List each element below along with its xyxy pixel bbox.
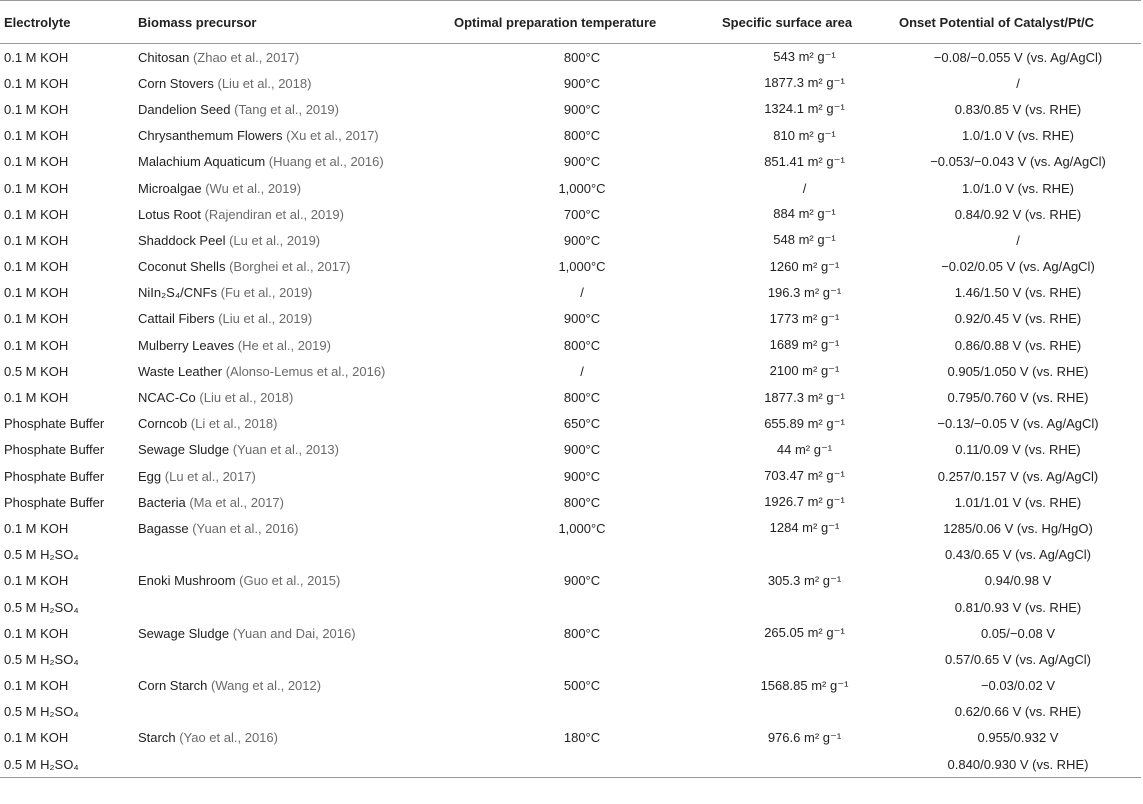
temperature-cell	[450, 751, 714, 778]
surface-area-unit: m² g⁻¹	[803, 572, 842, 588]
precursor-name: Egg	[138, 468, 162, 484]
surface-area-value: 305.3	[767, 572, 801, 588]
surface-area-unit: m² g⁻¹	[802, 258, 840, 274]
surface-area-unit: m² g⁻¹	[807, 153, 845, 169]
surface-area-unit: m² g⁻¹	[798, 127, 836, 143]
biomass-precursor-cell	[136, 411, 450, 437]
temperature-cell: 1,000°C	[558, 520, 606, 536]
biomass-precursor-cell	[136, 463, 450, 489]
surface-area-value: 851.41	[764, 153, 804, 169]
electrolyte-cell: 0.5 M H₂SO₄	[4, 547, 79, 563]
biomass-precursor-cell	[136, 96, 450, 122]
surface-area-value: 655.89	[764, 415, 804, 431]
table-row	[0, 751, 1141, 778]
biomass-precursor-cell	[136, 149, 450, 175]
onset-potential-cell: 0.11/0.09 V (vs. RHE)	[955, 442, 1081, 458]
surface-area-cell	[714, 542, 895, 568]
electrolyte-cell: 0.1 M KOH	[4, 337, 69, 353]
citation-link[interactable]: (Zhao et al., 2017)	[192, 49, 300, 65]
surface-area-unit: m² g⁻¹	[794, 441, 833, 457]
table-row	[0, 542, 1141, 568]
electrolyte-cell: 0.5 M H₂SO₄	[4, 651, 79, 667]
surface-area-value: 1324.1	[764, 101, 804, 117]
onset-potential-cell: −0.03/0.02 V	[980, 678, 1056, 694]
table-row	[0, 411, 1141, 437]
electrolyte-cell: 0.1 M KOH	[4, 311, 69, 327]
surface-area-cell	[714, 515, 895, 541]
header-electrolyte: Electrolyte	[0, 1, 136, 44]
table-row	[0, 489, 1141, 515]
temperature-cell: 180°C	[563, 730, 601, 746]
electrolyte-cell: Phosphate Buffer	[4, 494, 105, 510]
onset-potential-cell: −0.053/−0.043 V (vs. Ag/AgCl)	[930, 154, 1106, 170]
biomass-precursor-cell	[136, 280, 450, 306]
biomass-precursor-cell	[136, 44, 450, 71]
citation-link[interactable]: (Guo et al., 2015)	[239, 573, 341, 589]
biomass-precursor-cell	[136, 437, 450, 463]
temperature-cell: 800°C	[563, 625, 601, 641]
precursor-name: Bagasse	[138, 520, 189, 536]
temperature-cell: 1,000°C	[558, 180, 606, 196]
citation-link[interactable]: (Liu et al., 2018)	[217, 75, 312, 91]
surface-area-unit: m² g⁻¹	[807, 625, 845, 641]
biomass-precursor-cell	[136, 673, 450, 699]
precursor-name: NiIn₂S₄/CNFs	[138, 285, 217, 301]
table-row	[0, 96, 1141, 122]
biomass-precursor-cell	[136, 725, 450, 751]
surface-area-value: 2100	[769, 363, 799, 379]
onset-potential-cell: 0.795/0.760 V (vs. RHE)	[947, 390, 1089, 406]
onset-potential-cell: 0.05/−0.08 V	[980, 625, 1056, 641]
precursor-name: Corn Stovers	[138, 75, 214, 91]
onset-potential-cell: /	[1016, 75, 1020, 91]
surface-area-cell	[714, 254, 895, 280]
temperature-cell: 800°C	[563, 49, 601, 65]
table-row	[0, 332, 1141, 358]
surface-area-cell	[714, 751, 895, 778]
temperature-cell	[450, 699, 714, 725]
table-row	[0, 175, 1141, 201]
precursor-name: Starch	[138, 730, 176, 746]
surface-area-cell	[714, 201, 895, 227]
surface-area-value: 1877.3	[764, 389, 804, 405]
surface-area-unit: m² g⁻¹	[807, 415, 845, 431]
electrolyte-cell: 0.5 M H₂SO₄	[4, 704, 79, 720]
table-row	[0, 463, 1141, 489]
biomass-precursor-cell	[136, 384, 450, 410]
biomass-precursor-cell	[136, 699, 450, 725]
surface-area-unit: m² g⁻¹	[811, 677, 849, 693]
onset-potential-cell: −0.08/−0.055 V (vs. Ag/AgCl)	[933, 49, 1103, 65]
surface-area-value: 196.3	[767, 284, 801, 300]
surface-area-cell	[714, 227, 895, 253]
citation-link[interactable]: (Liu et al., 2018)	[199, 390, 294, 406]
temperature-cell: 900°C	[563, 573, 601, 589]
surface-area-cell	[714, 411, 895, 437]
surface-area-cell	[714, 489, 895, 515]
table-row	[0, 594, 1141, 620]
onset-potential-cell: 0.43/0.65 V (vs. Ag/AgCl)	[945, 547, 1091, 563]
biomass-precursor-cell	[136, 332, 450, 358]
electrolyte-cell: 0.1 M KOH	[4, 128, 69, 144]
precursor-name: Corncob	[138, 416, 188, 432]
biomass-precursor-cell	[136, 227, 450, 253]
surface-area-unit: m² g⁻¹	[802, 520, 840, 536]
header-row	[0, 1, 1141, 44]
surface-area-unit: m² g⁻¹	[807, 75, 845, 91]
temperature-cell: 800°C	[563, 390, 601, 406]
surface-area-cell	[714, 437, 895, 463]
table-row	[0, 280, 1141, 306]
biomass-precursor-cell	[136, 70, 450, 96]
precursor-name: NCAC-Co	[138, 390, 196, 406]
biomass-precursor-cell	[136, 489, 450, 515]
precursor-name: Sewage Sludge	[138, 625, 230, 641]
electrolyte-cell: Phosphate Buffer	[4, 416, 105, 432]
table-row	[0, 306, 1141, 332]
surface-area-unit: m² g⁻¹	[798, 206, 836, 222]
electrolyte-cell: 0.1 M KOH	[4, 101, 69, 117]
surface-area-cell	[714, 620, 895, 646]
table-row	[0, 358, 1141, 384]
table-row	[0, 70, 1141, 96]
table-row	[0, 673, 1141, 699]
onset-potential-cell: 0.92/0.45 V (vs. RHE)	[954, 311, 1082, 327]
surface-area-unit: m² g⁻¹	[803, 284, 842, 300]
citation-link[interactable]: (Lu et al., 2017)	[164, 468, 256, 484]
surface-area-cell	[714, 175, 895, 201]
onset-potential-cell: −0.13/−0.05 V (vs. Ag/AgCl)	[937, 416, 1099, 432]
citation-link[interactable]: (Yuan et al., 2013)	[232, 442, 339, 458]
header-specific-surface-area: Specific surface area	[714, 1, 895, 44]
biomass-precursor-cell	[136, 358, 450, 384]
citation-link[interactable]: (Huang et al., 2016)	[268, 154, 384, 170]
temperature-cell	[450, 542, 714, 568]
biomass-precursor-cell	[136, 515, 450, 541]
temperature-cell: 700°C	[563, 206, 601, 222]
temperature-cell	[450, 594, 714, 620]
biomass-precursor-cell	[136, 646, 450, 672]
surface-area-unit: m² g⁻¹	[807, 389, 845, 405]
surface-area-value: 1568.85	[760, 677, 808, 693]
surface-area-unit: m² g⁻¹	[807, 101, 845, 117]
precursor-name: Cattail Fibers	[138, 311, 215, 327]
table-row	[0, 515, 1141, 541]
surface-area-value: 976.6	[767, 729, 801, 745]
citation-link[interactable]: (Alonso-Lemus et al., 2016)	[225, 363, 386, 379]
electrolyte-cell: 0.5 M H₂SO₄	[0, 751, 136, 778]
electrolyte-cell: 0.1 M KOH	[4, 625, 69, 641]
precursor-name: Shaddock Peel	[138, 232, 226, 248]
electrolyte-cell: Phosphate Buffer	[4, 442, 105, 458]
precursor-name: Malachium Aquaticum	[138, 154, 266, 170]
biomass-precursor-cell	[136, 751, 450, 778]
biomass-precursor-cell	[136, 568, 450, 594]
onset-potential-cell: 1.0/1.0 V (vs. RHE)	[962, 128, 1074, 144]
table-row	[0, 201, 1141, 227]
temperature-cell: /	[580, 363, 584, 379]
surface-area-cell	[714, 699, 895, 725]
surface-area-cell	[714, 384, 895, 410]
temperature-cell: 900°C	[563, 101, 601, 117]
header-onset-potential: Onset Potential of Catalyst/Pt/C	[895, 1, 1141, 44]
onset-potential-cell: 0.905/1.050 V (vs. RHE)	[947, 363, 1089, 379]
citation-link[interactable]: (Xu et al., 2017)	[286, 128, 379, 144]
precursor-name: Sewage Sludge	[138, 442, 230, 458]
onset-potential-cell: 0.840/0.930 V (vs. RHE)	[895, 751, 1141, 778]
surface-area-unit: m² g⁻¹	[807, 468, 845, 484]
table-body	[0, 44, 1141, 778]
precursor-name: Coconut Shells	[138, 259, 226, 275]
onset-potential-cell: −0.02/0.05 V (vs. Ag/AgCl)	[941, 259, 1095, 275]
surface-area-unit: m² g⁻¹	[802, 363, 840, 379]
onset-potential-cell: 0.57/0.65 V (vs. Ag/AgCl)	[945, 651, 1091, 667]
citation-link[interactable]: (Li et al., 2018)	[190, 416, 278, 432]
surface-area-cell	[714, 70, 895, 96]
temperature-cell: 900°C	[563, 232, 601, 248]
surface-area-unit: m² g⁻¹	[798, 49, 836, 65]
precursor-name: Microalgae	[138, 180, 202, 196]
citation-link[interactable]: (Rajendiran et al., 2019)	[204, 206, 344, 222]
electrolyte-cell: Phosphate Buffer	[4, 468, 105, 484]
table-row	[0, 123, 1141, 149]
surface-area-cell	[714, 96, 895, 122]
electrolyte-cell: 0.1 M KOH	[4, 49, 69, 65]
surface-area-cell	[714, 332, 895, 358]
surface-area-cell	[714, 463, 895, 489]
biomass-precursor-cell	[136, 620, 450, 646]
precursor-name: Waste Leather	[138, 363, 223, 379]
table-row	[0, 725, 1141, 751]
table-row	[0, 44, 1141, 71]
biomass-precursor-cell	[136, 542, 450, 568]
temperature-cell: 800°C	[563, 337, 601, 353]
temperature-cell: 1,000°C	[558, 259, 606, 275]
onset-potential-cell: 0.62/0.66 V (vs. RHE)	[954, 704, 1082, 720]
table-row	[0, 384, 1141, 410]
surface-area-unit: m² g⁻¹	[802, 310, 840, 326]
biomass-precursor-cell	[136, 594, 450, 620]
surface-area-cell	[714, 568, 895, 594]
surface-area-cell	[714, 280, 895, 306]
electrolyte-cell: 0.1 M KOH	[4, 75, 69, 91]
biomass-precursor-cell	[136, 201, 450, 227]
surface-area-unit: m² g⁻¹	[803, 729, 842, 745]
surface-area-value: 265.05	[764, 625, 804, 641]
citation-link[interactable]: (Tang et al., 2019)	[234, 101, 339, 117]
table-row	[0, 254, 1141, 280]
electrolyte-cell: 0.1 M KOH	[4, 730, 69, 746]
citation-link[interactable]: (Wang et al., 2012)	[211, 678, 322, 694]
table-row	[0, 646, 1141, 672]
temperature-cell: 900°C	[563, 75, 601, 91]
surface-area-unit: m² g⁻¹	[798, 232, 836, 248]
temperature-cell: 900°C	[563, 311, 601, 327]
electrolyte-cell: 0.1 M KOH	[4, 285, 69, 301]
temperature-cell: 800°C	[563, 128, 601, 144]
table-header	[0, 1, 1141, 44]
onset-potential-cell: 0.81/0.93 V (vs. RHE)	[954, 599, 1082, 615]
surface-area-cell	[714, 725, 895, 751]
surface-area-cell	[714, 673, 895, 699]
electrolyte-cell: 0.1 M KOH	[4, 259, 69, 275]
citation-link[interactable]: (Yao et al., 2016)	[179, 730, 278, 746]
surface-area-value: 810	[773, 127, 795, 143]
surface-area-cell	[714, 646, 895, 672]
precursor-name: Lotus Root	[138, 206, 201, 222]
onset-potential-cell: 1.46/1.50 V (vs. RHE)	[954, 285, 1082, 301]
surface-area-value: 1926.7	[764, 494, 804, 510]
onset-potential-cell: 0.83/0.85 V (vs. RHE)	[954, 101, 1082, 117]
citation-link[interactable]: (Fu et al., 2019)	[220, 285, 313, 301]
table-row	[0, 149, 1141, 175]
onset-potential-cell: 0.94/0.98 V	[984, 573, 1052, 589]
citation-link[interactable]: (Liu et al., 2019)	[218, 311, 313, 327]
citation-link[interactable]: (Lu et al., 2019)	[229, 232, 321, 248]
onset-potential-cell: 0.86/0.88 V (vs. RHE)	[954, 337, 1082, 353]
surface-area-cell	[714, 123, 895, 149]
header-biomass-precursor: Biomass precursor	[136, 1, 450, 44]
electrolyte-cell: 0.1 M KOH	[4, 390, 69, 406]
onset-potential-cell: 0.257/0.157 V (vs. Ag/AgCl)	[937, 468, 1099, 484]
temperature-cell	[450, 646, 714, 672]
precursor-name: Mulberry Leaves	[138, 337, 235, 353]
onset-potential-cell: 0.955/0.932 V	[977, 730, 1059, 746]
temperature-cell: 900°C	[563, 154, 601, 170]
table-row	[0, 568, 1141, 594]
surface-area-value: 548	[773, 232, 795, 248]
surface-area-value: 44	[776, 441, 792, 457]
citation-link[interactable]: (Yuan and Dai, 2016)	[232, 625, 356, 641]
surface-area-value: 884	[773, 206, 795, 222]
surface-area-value: 703.47	[764, 468, 804, 484]
surface-area-cell	[714, 594, 895, 620]
onset-potential-cell: 1285/0.06 V (vs. Hg/HgO)	[943, 520, 1093, 536]
table-row	[0, 620, 1141, 646]
temperature-cell: /	[580, 285, 584, 301]
surface-area-cell	[714, 358, 895, 384]
biomass-precursor-cell	[136, 123, 450, 149]
header-preparation-temperature: Optimal preparation temperature	[450, 1, 714, 44]
citation-link[interactable]: (He et al., 2019)	[237, 337, 331, 353]
surface-area-value: 1284	[769, 520, 799, 536]
precursor-name: Enoki Mushroom	[138, 573, 236, 589]
surface-area-value: 1773	[769, 310, 799, 326]
biomass-precursor-cell	[136, 306, 450, 332]
surface-area-unit: m² g⁻¹	[802, 337, 840, 353]
table-row	[0, 699, 1141, 725]
surface-area-cell	[714, 149, 895, 175]
precursor-name: Chrysanthemum Flowers	[138, 128, 283, 144]
precursor-name: Dandelion Seed	[138, 101, 231, 117]
surface-area-value: 1260	[769, 258, 799, 274]
electrolyte-cell: 0.1 M KOH	[4, 573, 69, 589]
electrolyte-cell: 0.1 M KOH	[4, 206, 69, 222]
citation-link[interactable]: (Ma et al., 2017)	[189, 494, 284, 510]
biomass-precursor-cell	[136, 175, 450, 201]
biomass-precursor-cell	[136, 254, 450, 280]
onset-potential-cell: 1.01/1.01 V (vs. RHE)	[954, 494, 1082, 510]
temperature-cell: 500°C	[563, 678, 601, 694]
electrolyte-cell: 0.1 M KOH	[4, 678, 69, 694]
citation-link[interactable]: (Wu et al., 2019)	[205, 180, 302, 196]
surface-area-value: 543	[773, 49, 795, 65]
onset-potential-cell: 0.84/0.92 V (vs. RHE)	[954, 206, 1082, 222]
temperature-cell: 900°C	[563, 468, 601, 484]
onset-potential-cell: 1.0/1.0 V (vs. RHE)	[962, 180, 1074, 196]
surface-area-unit: m² g⁻¹	[807, 494, 845, 510]
electrolyte-cell: 0.1 M KOH	[4, 154, 69, 170]
electrolyte-cell: 0.1 M KOH	[4, 232, 69, 248]
onset-potential-cell: /	[1016, 232, 1020, 248]
surface-area-value: 1877.3	[764, 75, 804, 91]
temperature-cell: 900°C	[563, 442, 601, 458]
precursor-name: Bacteria	[138, 494, 186, 510]
table-row	[0, 437, 1141, 463]
citation-link[interactable]: (Borghei et al., 2017)	[229, 259, 351, 275]
electrolyte-cell: 0.5 M KOH	[4, 363, 69, 379]
temperature-cell: 650°C	[563, 416, 601, 432]
surface-area-value: 1689	[769, 337, 799, 353]
surface-area-cell	[714, 306, 895, 332]
citation-link[interactable]: (Yuan et al., 2016)	[192, 520, 299, 536]
surface-area-value: /	[802, 180, 807, 196]
temperature-cell: 800°C	[563, 494, 601, 510]
electrolyte-cell: 0.1 M KOH	[4, 520, 69, 536]
precursor-name: Corn Starch	[138, 678, 208, 694]
surface-area-cell	[714, 44, 895, 71]
precursor-name: Chitosan	[138, 49, 190, 65]
table-row	[0, 227, 1141, 253]
electrolyte-cell: 0.1 M KOH	[4, 180, 69, 196]
electrolyte-cell: 0.5 M H₂SO₄	[4, 599, 79, 615]
